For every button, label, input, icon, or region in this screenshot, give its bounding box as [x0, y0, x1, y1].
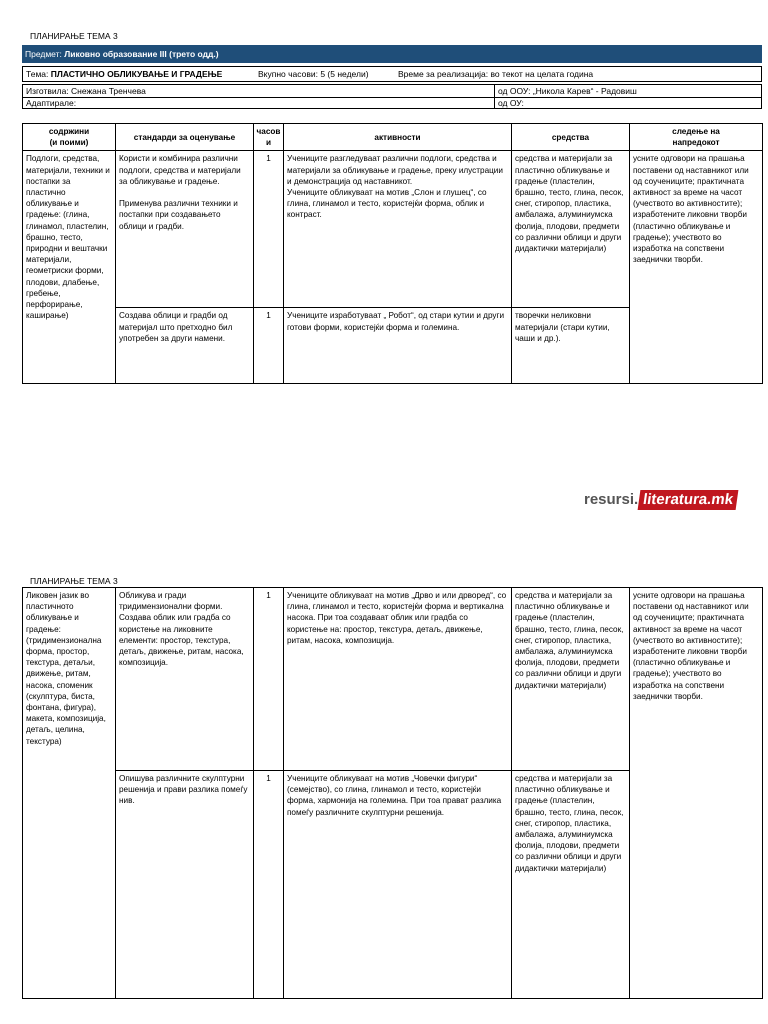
theme-row: [22, 66, 762, 82]
adapted-by: Адаптирале:: [26, 98, 77, 108]
school: од ООУ: „Никола Карев“ - Радовиш: [495, 86, 761, 98]
logo-text-literatura: literatura.mk: [638, 490, 739, 510]
means-cell: творечки неликовни материјали (стари кутии, чаши и др.).: [512, 308, 630, 384]
activities-cell: Учениците обликуваат на мотив „Дрво и или дрворед“, со глина, глинамол и тесто, користејќи форма и вертикална насока. При тоа создаваат облик или градба со користење на: простор, текстура, детаљ, движење, ритам, насока, композиција.: [284, 588, 512, 771]
table-row: [23, 151, 763, 308]
plan-table-1: [22, 123, 763, 384]
subject-value: Ликовно образование III (трето одд.): [64, 49, 219, 59]
theme-label: Тема:: [26, 69, 49, 79]
subject-bar: [22, 45, 762, 63]
means-cell: средства и материјали за пластично обликување и градење (пластелин, брашно, тесто, глина, песок, снег, стиропор, пластика, амбалажа, алуминиумска фолија, плодови, предмети со различни облици и други дидактички материјали): [512, 151, 630, 308]
subject-label: Предмет:: [25, 49, 62, 59]
tracking-cell: усните одговори на прашања поставени од наставникот или од соучениците; практичната активност за време на часот (учеството во активностите); изработените ликовни творби (пластично обликување и градење); учеството во изработка на сопствени заеднички творби.: [630, 588, 763, 999]
logo-text-resursi: resursi.: [584, 491, 639, 508]
activities-cell: Учениците обликуваат на мотив „Човечки фигури“ (семејство), со глина, глинамол и тесто, користејќи форма, хармонија на големина. При тоа прават разлика помеѓу различните скулптурни решенија.: [284, 771, 512, 999]
author: Изготвила: Снежана Тренчева: [23, 86, 494, 98]
activities-cell: Учениците изработуваат „ Робот“, од стари кутии и други готови форми, користејќи форма и големина.: [284, 308, 512, 384]
hours-cell: 1: [254, 771, 284, 999]
col-header-hours: часов и: [254, 124, 284, 151]
theme-value: ПЛАСТИЧНО ОБЛИКУВАЊЕ И ГРАДЕЊЕ: [50, 69, 223, 79]
content-cell: Ликовен јазик во пластичното обликување и градење: (тридимензионална форма, простор, текстура, детаљи, движење, ритам, насока, споменик (скулптура, биста, фонтана, фигура), макета, композиција, детаљ, целина, текстура): [23, 588, 116, 999]
col-header-standards: стандарди за оценување: [116, 124, 254, 151]
standards-cell: Создава облици и градби од материјал што претходно бил употребен за други намени.: [116, 308, 254, 384]
col-header-activities: активности: [284, 124, 512, 151]
means-cell: средства и материјали за пластично обликување и градење (пластелин, брашно, тесто, глина, песок, снег, стиропор, пластика, амбалажа, алуминиумска фолија, плодови, предмети со различни облици и други дидактички материјали): [512, 771, 630, 999]
standards-cell: Опишува различните скулптурни решенија и прави разлика помеѓу нив.: [116, 771, 254, 999]
table-header-row: [23, 124, 763, 151]
page2-header: ПЛАНИРАЊЕ ТЕМА 3: [30, 576, 118, 586]
hours-cell: 1: [254, 151, 284, 308]
hours-cell: 1: [254, 588, 284, 771]
content-cell: Подлоги, средства, материјали, техники и постапки за пластично обликување и градење: (глина, глинамол, пластелин, брашно, тесто, природни и вештачки материјали, геометриски форми, плодови, длабење, гребење, перфорирање, каширање): [23, 151, 116, 384]
standards-cell: Користи и комбинира различни подлоги, средства и материјали за обликување и градење. Применува различни техники и постапки при создавањето облици и градби.: [116, 151, 254, 308]
author-block: [22, 84, 762, 109]
page1-header: ПЛАНИРАЊЕ ТЕМА 3: [30, 31, 118, 41]
col-header-tracking: следење на напредокот: [630, 124, 763, 151]
resursi-logo: [584, 490, 737, 510]
hours-cell: 1: [254, 308, 284, 384]
standards-cell: Обликува и гради тридимензионални форми. Создава облик или градба со користење на ликовните елементи: простор, текстура, детаљ, движење, ритам, насока, композиција.: [116, 588, 254, 771]
total-hours: Вкупно часови: 5 (5 недели): [258, 69, 369, 79]
activities-cell: Учениците разгледуваат различни подлоги, средства и материјали за обликување и градење, преку илустрации и демонстрација од наставникот. Учениците обликуваат на мотив „Слон и глушец“, со глина, глинамол и тесто, користејќи форма, облик и контраст.: [284, 151, 512, 308]
col-header-content: содржини (и поими): [23, 124, 116, 151]
plan-table-2: [22, 587, 763, 999]
col-header-means: средства: [512, 124, 630, 151]
school-adapted: од ОУ:: [498, 98, 524, 108]
table-row: [23, 588, 763, 771]
realization-time: Време за реализација: во текот на целата година: [398, 69, 594, 79]
tracking-cell: усните одговори на прашања поставени од наставникот или од соучениците; практичната активност за време на часот (учеството во активностите); изработените ликовни творби (пластично обликување и градење); учеството во изработка на сопствени заеднички творби.: [630, 151, 763, 384]
means-cell: средства и материјали за пластично обликување и градење (пластелин, брашно, тесто, глина, песок, снег, стиропор, пластика, амбалажа, алуминиумска фолија, плодови, предмети со различни облици и други дидактички материјали): [512, 588, 630, 771]
